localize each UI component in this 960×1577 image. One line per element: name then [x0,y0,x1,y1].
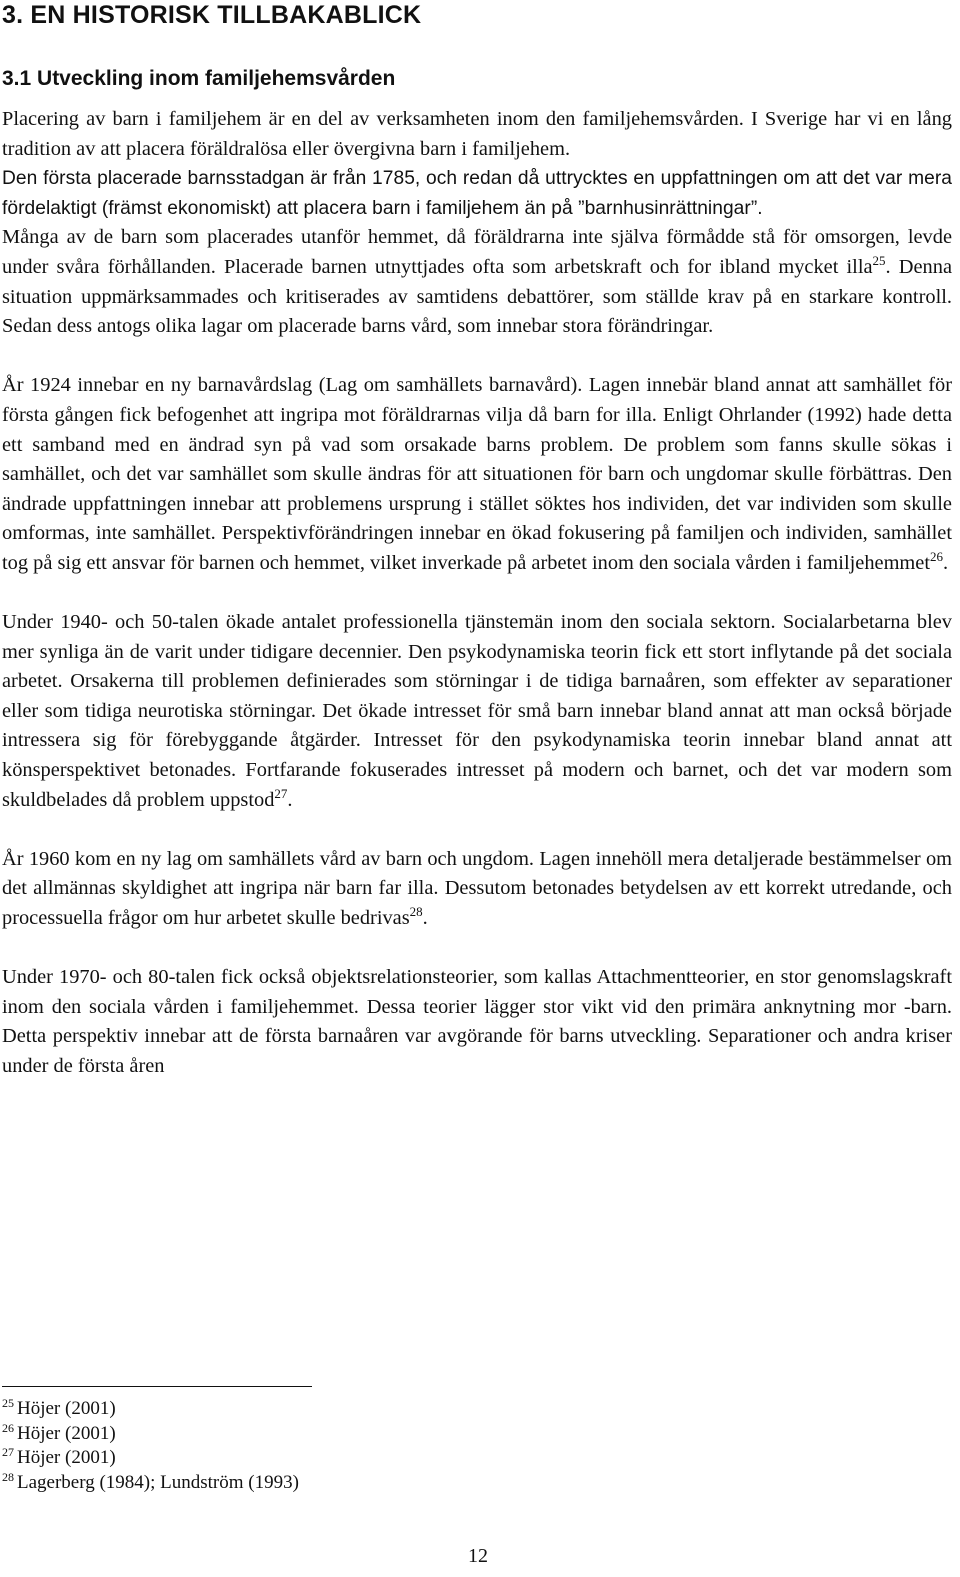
footnotes [2,1397,299,1495]
footnote-item [2,1446,299,1471]
footnote-number: 26 [2,1420,14,1435]
paragraph-2-end: . [943,551,949,574]
footnote-number: 28 [2,1469,14,1484]
footnote-item [2,1471,299,1496]
footnote-number: 25 [2,1396,14,1410]
footnote-text: Höjer (2001) [17,1447,116,1468]
body-text [2,105,952,1082]
paragraph-1-barnsstadgan: Den första placerade barnsstadgan är från 1785, och redan då uttrycktes en uppfattningen om att det var mera fördelaktigt (främst ekonomiskt) att placera barn i familjehem än på ”barnhusinrättningar”. [2,168,952,219]
footnote-text: Lagerberg (1984); Lundström (1993) [17,1471,299,1493]
paragraph-3-end: . [287,788,293,811]
section-heading: 3.1 Utveckling inom familjehemsvården [2,67,396,90]
paragraph-1-text-a: Många av de barn som placerades utanför hemmet, då föräldrarna inte själva förmådde stå för omsorgen, levde under svåra förhållanden. Placerade barnen utnyttjades ofta som arbetskraft och for ibland mycket illa [2,226,952,278]
paragraph-4-text: År 1960 kom en ny lag om samhällets vård av barn och ungdom. Lagen innehöll mera detaljerade bestämmelser om det allmännas skyldighet att ingripa när barn far illa. Dessutom betonades betydelsen av ett korrekt utredande, och processuella frågor om hur arbetet skulle bedrivas [2,847,952,930]
paragraph-4 [2,845,952,934]
footnote-ref-26: 26 [930,548,944,564]
paragraph-2 [2,371,952,578]
paragraph-3-text: Under 1940- och 50-talen ökade antalet professionella tjänstemän inom den sociala sektorn. Socialarbetarna blev mer synliga än de varit under tidigare decennier. Den psykodynamiska teorin fick ett stort inflytande på det sociala arbetet. Orsakerna till problemen definierades som störningar i de tidiga barnaåren, som effekter av separationer eller som tidiga neurotiska störningar. Det ökade intresset för små barn innebar bland annat att man också började intressera sig för förebyggande åtgärder. Intresset för den psykodynamiska teorin innebar bland annat att könsperspektivet betonades. Fortfarande fokuserades intresset på modern och barnet, och det var modern som skuldbelades då problem uppstod [2,611,952,811]
footnote-item [2,1422,299,1447]
footnote-separator [2,1386,312,1387]
paragraph-1-conditions [2,223,952,341]
paragraph-2-text: År 1924 innebar en ny barnavårdslag (Lag om samhällets barnavård). Lagen innebär bland annat att samhället för första gången fick befogenhet att ingripa mot föräldrarnas vilja då barn for illa. Enligt Ohrlander (1992) hade detta ett samband med en ändrad syn på vad som orsakade barns problem. De problem som fanns skulle sökas i samhället, och det var samhället som skulle ändras för att situationen för barn och ungdomar skulle förbättras. Den ändrade uppfattningen innebar att problemens ursprung i stället söktes hos individen, det var individen som skulle omformas, inte samhället. Perspektivförändringen innebar en ökad fokusering på familjen och individen, samhället tog på sig ett ansvar för barnen och hemmet, vilket inverkade på arbetet inom den sociala vården i familjehemmet [2,374,952,574]
paragraph-1-text-b: . Denna situation uppmärksammades och kritiserades av samtidens debattörer, som ställde krav på en starkare kontroll. Sedan dess antogs olika lagar om placerade barns vård, som innebar stora förändringar. [2,255,952,338]
page-number: 12 [468,1545,488,1567]
paragraph-3 [2,608,952,815]
footnote-ref-25: 25 [872,252,886,268]
paragraph-1-intro: Placering av barn i familjehem är en del av verksamheten inom den familjehemsvården. I Sverige har vi en lång tradition av att placera föräldralösa eller övergivna barn i familjehem. [2,108,952,160]
paragraph-5: Under 1970- och 80-talen fick också objektsrelationsteorier, som kallas Attachmentteorier, en stor genomslagskraft inom den sociala vården i familjehemmet. Dessa teorier lägger stor vikt vid den primära anknytning mor -barn. Detta perspektiv innebar att de första barnaåren var avgörande för barns utveckling. Separationer och andra kriser under de första åren [2,966,952,1077]
footnote-text: Höjer (2001) [17,1398,116,1419]
footnote-text: Höjer (2001) [17,1422,116,1444]
footnote-ref-28: 28 [409,904,423,920]
footnote-ref-27: 27 [274,785,288,801]
chapter-heading: 3. EN HISTORISK TILLBAKABLICK [2,1,422,29]
paragraph-4-end: . [422,907,428,930]
footnote-item [2,1397,299,1422]
footnote-number: 27 [2,1445,14,1459]
